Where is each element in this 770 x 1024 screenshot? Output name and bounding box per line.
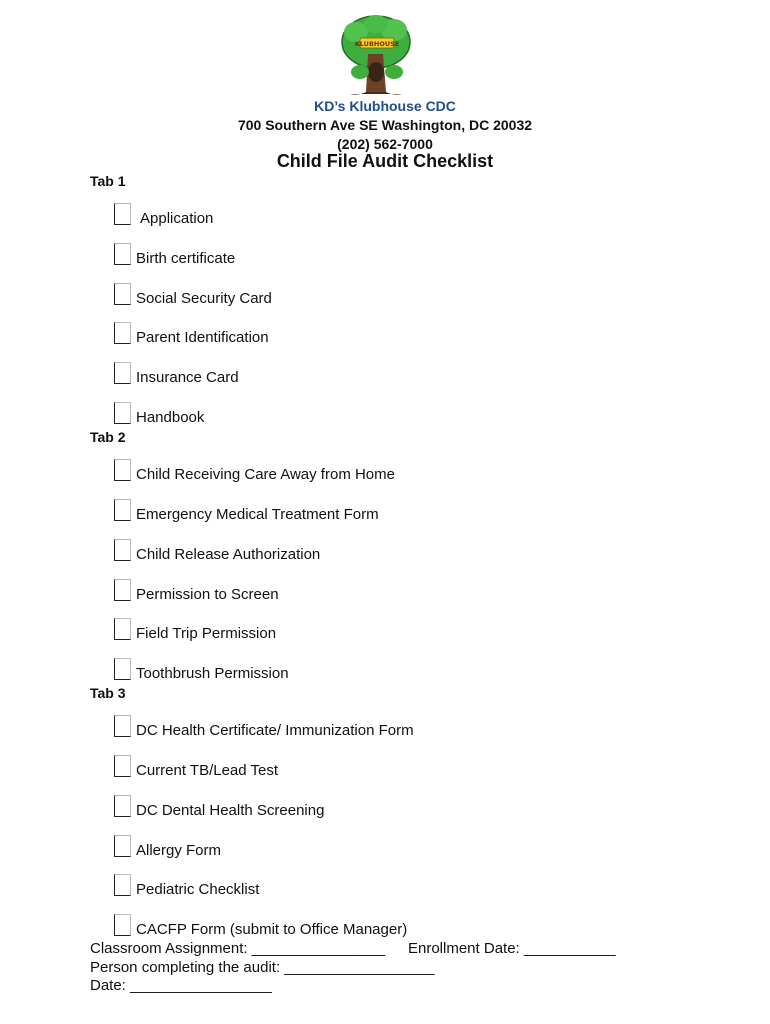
checklist-item-label: DC Dental Health Screening — [136, 802, 325, 819]
checkbox[interactable] — [114, 203, 131, 225]
tab-2-heading: Tab 2 — [90, 429, 126, 445]
checklist-item[interactable] — [114, 283, 714, 311]
org-address: 700 Southern Ave SE Washington, DC 20032 — [237, 117, 533, 133]
checklist-item[interactable] — [114, 322, 714, 350]
checkbox[interactable] — [114, 322, 131, 344]
enrollment-date-field[interactable]: Enrollment Date: ___________ — [408, 940, 616, 957]
org-phone: (202) 562-7000 — [337, 136, 433, 152]
checklist-item[interactable] — [114, 914, 714, 942]
checkbox[interactable] — [114, 874, 131, 896]
person-completing-field[interactable]: Person completing the audit: __________________ — [90, 959, 435, 976]
checklist-item-label: Permission to Screen — [136, 586, 279, 603]
checklist-item[interactable] — [114, 658, 714, 686]
checklist-item-label: Emergency Medical Treatment Form — [136, 506, 379, 523]
checklist-item[interactable] — [114, 618, 714, 646]
tree-logo — [338, 14, 414, 98]
checklist-item-label: Toothbrush Permission — [136, 665, 289, 682]
checkbox[interactable] — [114, 755, 131, 777]
classroom-assignment-field[interactable]: Classroom Assignment: ________________ — [90, 940, 386, 957]
checkbox[interactable] — [114, 402, 131, 424]
checklist-item[interactable] — [114, 539, 714, 567]
checklist-item[interactable] — [114, 402, 714, 430]
checklist-item[interactable] — [114, 755, 714, 783]
checkbox[interactable] — [114, 914, 131, 936]
checklist-item[interactable] — [114, 459, 714, 487]
checklist-item-label: Social Security Card — [136, 290, 272, 307]
checklist-item[interactable] — [114, 243, 714, 271]
checklist-item-label: Pediatric Checklist — [136, 881, 260, 898]
checklist-item-label: DC Health Certificate/ Immunization Form — [136, 722, 414, 739]
checkbox[interactable] — [114, 795, 131, 817]
checklist-item-label: Field Trip Permission — [136, 625, 277, 642]
checkbox[interactable] — [114, 835, 131, 857]
checklist-item[interactable] — [114, 362, 714, 390]
checkbox[interactable] — [114, 283, 131, 305]
checkbox[interactable] — [114, 362, 131, 384]
checklist-item-label: Insurance Card — [136, 369, 239, 386]
date-field[interactable]: Date: _________________ — [90, 977, 272, 994]
checkbox[interactable] — [114, 618, 131, 640]
checklist-item[interactable] — [114, 579, 714, 607]
checklist-item-label: Birth certificate — [136, 250, 236, 267]
checklist-item[interactable] — [114, 835, 714, 863]
checklist-item-label: CACFP Form (submit to Office Manager) — [136, 921, 408, 938]
checklist-item-label: Parent Identification — [136, 329, 269, 346]
org-name: KD’s Klubhouse CDC — [314, 98, 456, 114]
checkbox[interactable] — [114, 499, 131, 521]
checklist-item[interactable] — [114, 795, 714, 823]
checklist-item-label: Child Receiving Care Away from Home — [136, 466, 395, 483]
checkbox[interactable] — [114, 459, 131, 481]
checklist-item-label: Child Release Authorization — [136, 546, 321, 563]
checkbox[interactable] — [114, 579, 131, 601]
checklist-item[interactable] — [114, 874, 714, 902]
checklist-item[interactable] — [114, 499, 714, 527]
checkbox[interactable] — [114, 658, 131, 680]
checklist-item-label: Allergy Form — [136, 842, 222, 859]
checklist-item-label: Current TB/Lead Test — [136, 762, 279, 779]
tab-1-heading: Tab 1 — [90, 173, 126, 189]
checklist-item-label: Application — [140, 210, 214, 227]
checklist-item[interactable] — [114, 203, 714, 231]
page-title: Child File Audit Checklist — [276, 151, 494, 171]
checkbox[interactable] — [114, 539, 131, 561]
checkbox[interactable] — [114, 243, 131, 265]
checkbox[interactable] — [114, 715, 131, 737]
checklist-item-label: Handbook — [136, 409, 205, 426]
checklist-item[interactable] — [114, 715, 714, 743]
logo-sign-text: KLUBHOUSE — [354, 40, 400, 48]
tab-3-heading: Tab 3 — [90, 685, 126, 701]
